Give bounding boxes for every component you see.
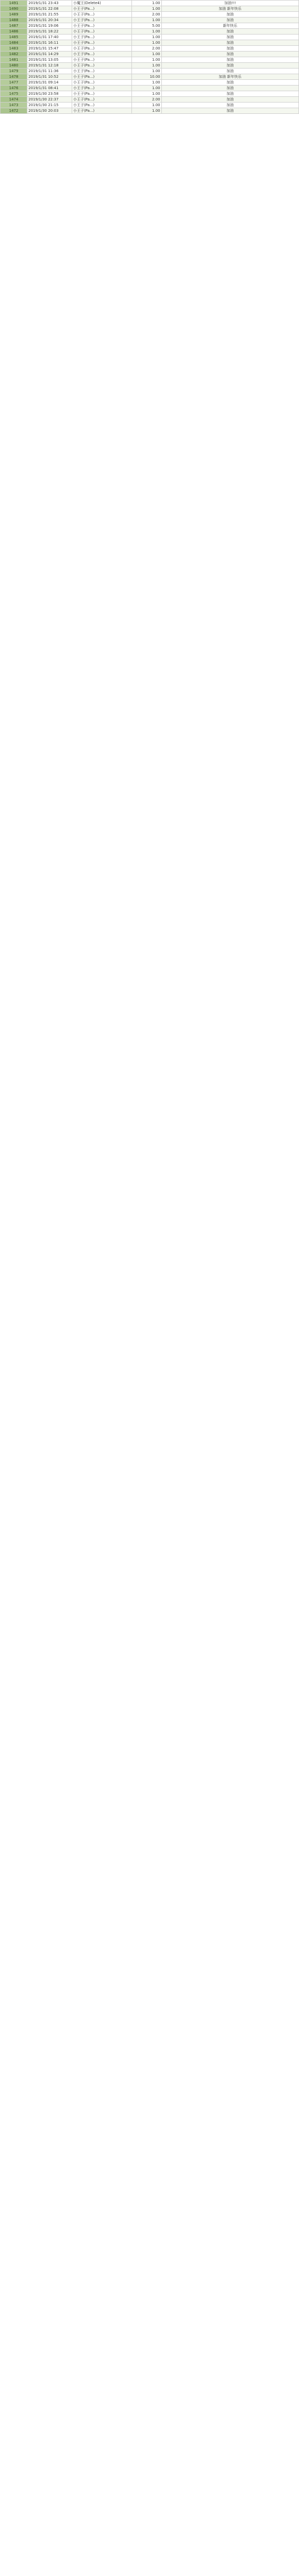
table-row bbox=[1, 12, 299, 18]
cell-time: 2019/1/30 23:58 bbox=[27, 91, 72, 97]
cell-user: 小王子(Pa...) bbox=[72, 97, 131, 103]
cell-message: 新年快乐 bbox=[161, 23, 298, 29]
cell-user: 小王子(Pa...) bbox=[72, 35, 131, 40]
cell-amount: 1.00 bbox=[131, 63, 161, 69]
cell-message: 加油 bbox=[161, 29, 298, 35]
table-row bbox=[1, 52, 299, 57]
cell-amount: 1.00 bbox=[131, 57, 161, 63]
cell-user: 小王子(Pa...) bbox=[72, 12, 131, 18]
cell-user: 小王子(Pa...) bbox=[72, 63, 131, 69]
cell-message: 加油 bbox=[161, 52, 298, 57]
table-row bbox=[1, 103, 299, 108]
cell-message: 加油 新年快乐 bbox=[161, 74, 298, 80]
table-row bbox=[1, 91, 299, 97]
cell-id: 1476 bbox=[1, 86, 27, 91]
cell-amount: 1.00 bbox=[131, 29, 161, 35]
cell-amount: 2.00 bbox=[131, 46, 161, 52]
table-row bbox=[1, 6, 299, 12]
table-row bbox=[1, 57, 299, 63]
cell-time: 2019/1/31 15:47 bbox=[27, 46, 72, 52]
cell-amount: 1.00 bbox=[131, 52, 161, 57]
cell-user: 小王子(Pa...) bbox=[72, 40, 131, 46]
cell-message: 加油 bbox=[161, 86, 298, 91]
cell-time: 2019/1/31 21:55 bbox=[27, 12, 72, 18]
cell-amount: 1.00 bbox=[131, 40, 161, 46]
cell-user: 小王子(Pa...) bbox=[72, 6, 131, 12]
cell-time: 2019/1/31 20:34 bbox=[27, 18, 72, 23]
cell-id: 1479 bbox=[1, 69, 27, 74]
cell-amount: 1.00 bbox=[131, 91, 161, 97]
cell-message: 加油 bbox=[161, 40, 298, 46]
cell-time: 2019/1/31 09:14 bbox=[27, 80, 72, 86]
cell-id: 1484 bbox=[1, 40, 27, 46]
cell-user: 小王子(Pa...) bbox=[72, 80, 131, 86]
cell-time: 2019/1/31 19:06 bbox=[27, 23, 72, 29]
cell-amount: 1.00 bbox=[131, 18, 161, 23]
cell-amount: 1.00 bbox=[131, 6, 161, 12]
cell-amount: 2.00 bbox=[131, 12, 161, 18]
cell-user: 小王子(Pa...) bbox=[72, 108, 131, 114]
cell-message: 加油 bbox=[161, 97, 298, 103]
cell-time: 2019/1/31 08:41 bbox=[27, 86, 72, 91]
cell-user: 小王子(Pa...) bbox=[72, 46, 131, 52]
cell-id: 1488 bbox=[1, 18, 27, 23]
cell-user: 小王子(Pa...) bbox=[72, 18, 131, 23]
cell-message: 加油 bbox=[161, 103, 298, 108]
table-row bbox=[1, 108, 299, 114]
cell-message: 加油 bbox=[161, 46, 298, 52]
table-row bbox=[1, 35, 299, 40]
cell-id: 1480 bbox=[1, 63, 27, 69]
table-row bbox=[1, 63, 299, 69]
table-row bbox=[1, 23, 299, 29]
cell-id: 1473 bbox=[1, 103, 27, 108]
cell-message: 加油 新年快乐 bbox=[161, 6, 298, 12]
cell-amount: 10.00 bbox=[131, 74, 161, 80]
cell-user: 小王子(Pa...) bbox=[72, 52, 131, 57]
data-table bbox=[0, 0, 299, 114]
table-row bbox=[1, 18, 299, 23]
cell-user: 小王子(Pa...) bbox=[72, 69, 131, 74]
cell-time: 2019/1/31 17:40 bbox=[27, 35, 72, 40]
cell-time: 2019/1/30 20:03 bbox=[27, 108, 72, 114]
cell-amount: 1.00 bbox=[131, 108, 161, 114]
cell-id: 1481 bbox=[1, 57, 27, 63]
table-row bbox=[1, 80, 299, 86]
cell-time: 2019/1/31 13:05 bbox=[27, 57, 72, 63]
cell-time: 2019/1/31 14:29 bbox=[27, 52, 72, 57]
cell-message: 加油 bbox=[161, 69, 298, 74]
cell-message: 加油 bbox=[161, 91, 298, 97]
cell-time: 2019/1/31 11:36 bbox=[27, 69, 72, 74]
cell-amount: 1.00 bbox=[131, 103, 161, 108]
cell-time: 2019/1/31 22:08 bbox=[27, 6, 72, 12]
cell-time: 2019/1/30 21:15 bbox=[27, 103, 72, 108]
cell-user: 小王子(Pa...) bbox=[72, 29, 131, 35]
cell-amount: 1.00 bbox=[131, 69, 161, 74]
cell-id: 1474 bbox=[1, 97, 27, 103]
cell-amount: 1.00 bbox=[131, 1, 161, 6]
cell-id: 1475 bbox=[1, 91, 27, 97]
cell-user: 小王子(Pa...) bbox=[72, 103, 131, 108]
cell-id: 1478 bbox=[1, 74, 27, 80]
cell-amount: 1.00 bbox=[131, 86, 161, 91]
cell-message: 加油 bbox=[161, 35, 298, 40]
cell-id: 1485 bbox=[1, 35, 27, 40]
table-row bbox=[1, 46, 299, 52]
cell-message: 加油 bbox=[161, 18, 298, 23]
cell-message: 加油 bbox=[161, 57, 298, 63]
cell-message: 加油 bbox=[161, 80, 298, 86]
table-row bbox=[1, 1, 299, 6]
cell-message: 加油 bbox=[161, 63, 298, 69]
table-row bbox=[1, 86, 299, 91]
cell-message: 加油 bbox=[161, 108, 298, 114]
cell-user: 小王子(Pa...) bbox=[72, 91, 131, 97]
cell-time: 2019/1/31 18:22 bbox=[27, 29, 72, 35]
cell-user: 小王子(Pa...) bbox=[72, 74, 131, 80]
cell-amount: 1.00 bbox=[131, 80, 161, 86]
cell-time: 2019/1/30 22:37 bbox=[27, 97, 72, 103]
cell-id: 1487 bbox=[1, 23, 27, 29]
cell-user: 小王子(Pa...) bbox=[72, 86, 131, 91]
cell-id: 1491 bbox=[1, 1, 27, 6]
cell-user: 小王子(Pa...) bbox=[72, 57, 131, 63]
cell-id: 1472 bbox=[1, 108, 27, 114]
cell-amount: 1.00 bbox=[131, 35, 161, 40]
cell-time: 2019/1/31 23:43 bbox=[27, 1, 72, 6]
table-row bbox=[1, 74, 299, 80]
cell-message: 加油!!! bbox=[161, 1, 298, 6]
cell-user: 小王子(Pa...) bbox=[72, 23, 131, 29]
table-body bbox=[1, 1, 299, 114]
cell-id: 1490 bbox=[1, 6, 27, 12]
cell-amount: 5.00 bbox=[131, 23, 161, 29]
cell-id: 1486 bbox=[1, 29, 27, 35]
cell-time: 2019/1/31 10:52 bbox=[27, 74, 72, 80]
table-row bbox=[1, 97, 299, 103]
cell-amount: 2.00 bbox=[131, 97, 161, 103]
table-row bbox=[1, 29, 299, 35]
cell-id: 1477 bbox=[1, 80, 27, 86]
cell-id: 1489 bbox=[1, 12, 27, 18]
cell-time: 2019/1/31 16:11 bbox=[27, 40, 72, 46]
cell-user: 小魔王(Delete4) bbox=[72, 1, 131, 6]
table-row bbox=[1, 40, 299, 46]
cell-time: 2019/1/31 12:18 bbox=[27, 63, 72, 69]
cell-message: 加油 bbox=[161, 12, 298, 18]
table-row bbox=[1, 69, 299, 74]
cell-id: 1483 bbox=[1, 46, 27, 52]
cell-id: 1482 bbox=[1, 52, 27, 57]
